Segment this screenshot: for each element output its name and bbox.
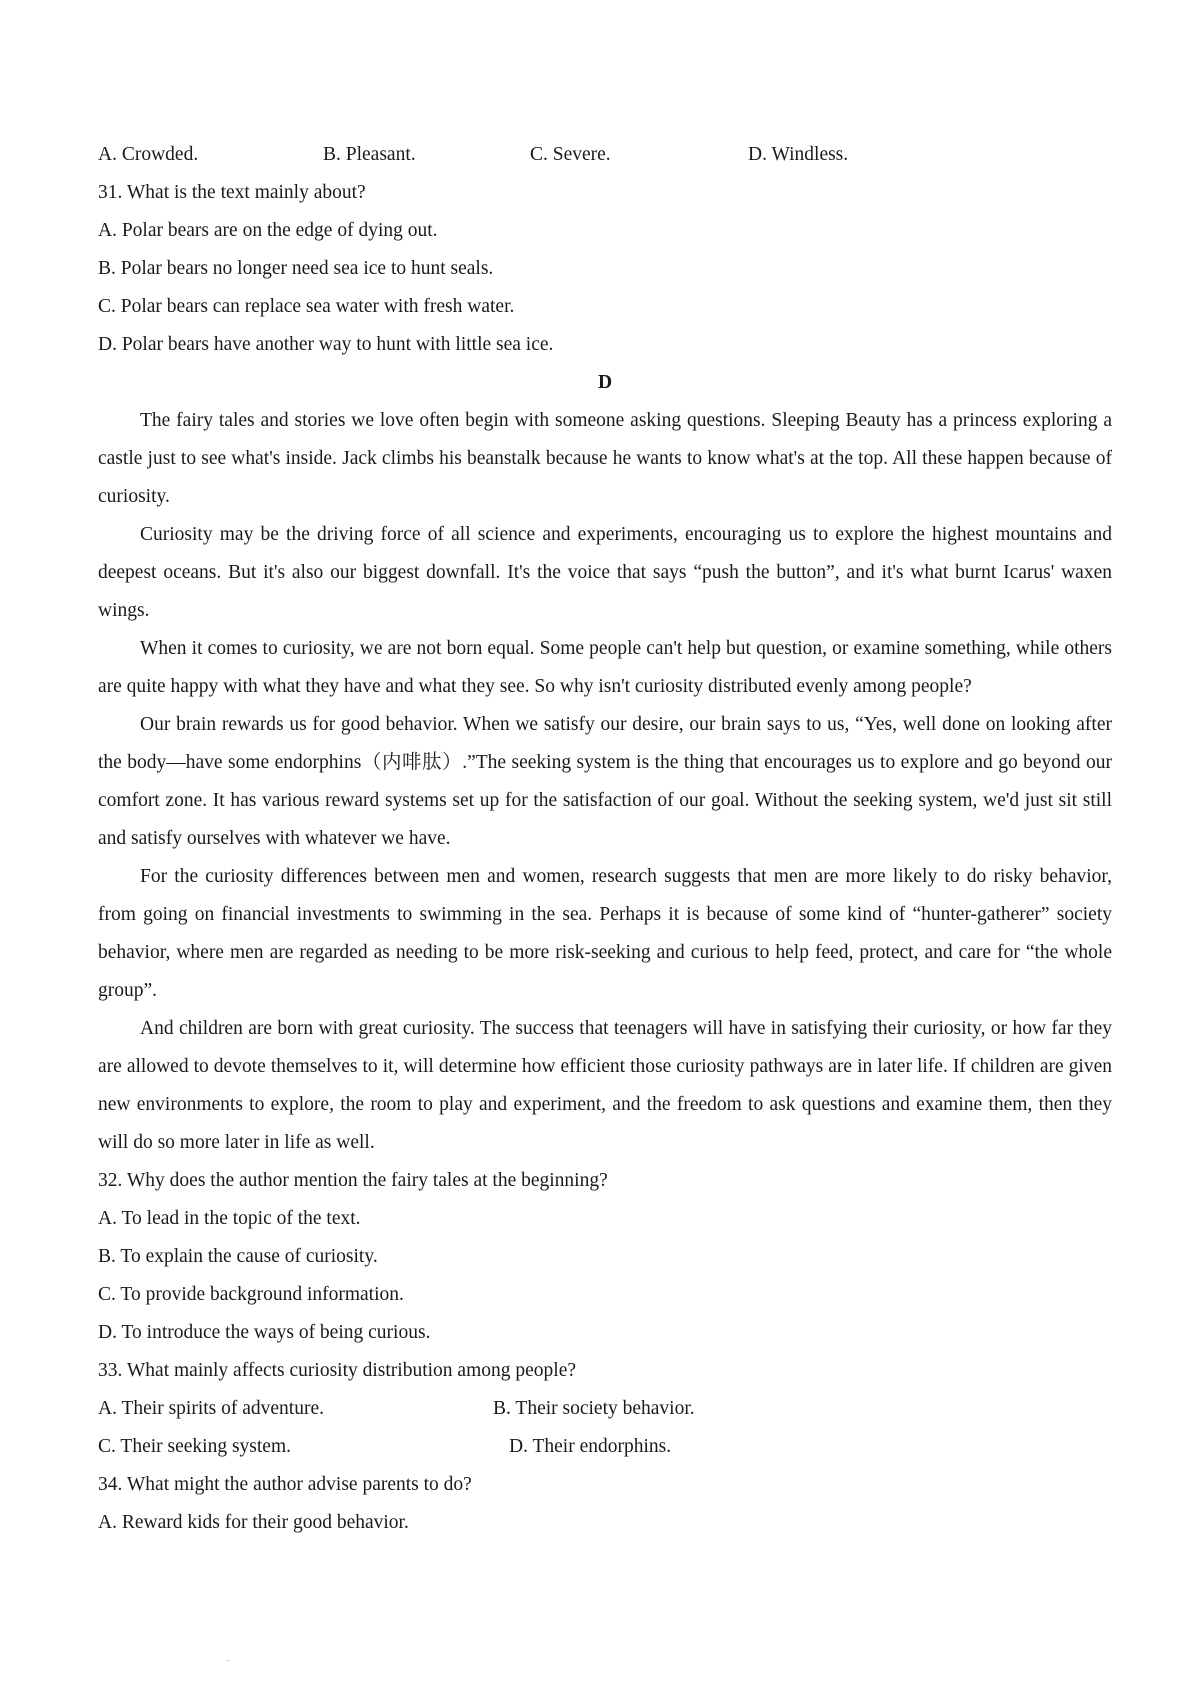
q33-option-a: A. Their spirits of adventure.	[98, 1398, 325, 1419]
q33-option-b: B. Their society behavior.	[493, 1398, 695, 1419]
q33-option-d: D. Their endorphins.	[509, 1436, 672, 1457]
page-footer-mark	[226, 1660, 229, 1661]
passage-paragraph: The fairy tales and stories we love often begin with someone asking questions. Sleeping Beauty has a princess exploring a castle just to see what's inside. Jack climbs his beanstalk because he wants to know what's at the top. All these happen because of curiosity.	[98, 410, 1112, 507]
passage-paragraph: Curiosity may be the driving force of all science and experiments, encouraging us to explore the highest mountains and deepest oceans. But it's also our biggest downfall. It's the voice that says “push the button”, and it's what burnt Icarus' waxen wings.	[98, 524, 1112, 621]
passage-paragraph: When it comes to curiosity, we are not born equal. Some people can't help but question, or examine something, while others are quite happy with what they have and what they see. So why isn't curiosity distributed evenly among people?	[98, 638, 1112, 697]
q31-option-d: D. Polar bears have another way to hunt with little sea ice.	[98, 334, 554, 355]
exam-page	[98, 136, 1112, 1542]
q34-option-a: A. Reward kids for their good behavior.	[98, 1512, 409, 1533]
q32-option-a: A. To lead in the topic of the text.	[98, 1208, 361, 1229]
passage-paragraph: Our brain rewards us for good behavior. When we satisfy our desire, our brain says to us, “Yes, well done on looking after the body—have some endorphins（内啡肽）.”The seeking system is the thing that encourages us to explore and go beyond our comfort zone. It has various reward systems set up for the satisfaction of our goal. Without the seeking system, we'd just sit still and satisfy ourselves with whatever we have.	[98, 714, 1112, 849]
q30-option-b: B. Pleasant.	[323, 144, 416, 165]
q30-option-a: A. Crowded.	[98, 144, 199, 165]
q30-option-c: C. Severe.	[530, 144, 611, 165]
q31-option-c: C. Polar bears can replace sea water with fresh water.	[98, 296, 515, 317]
q31-option-a: A. Polar bears are on the edge of dying out.	[98, 220, 438, 241]
q33-options-row-2	[98, 1428, 1112, 1466]
q32-option-c: C. To provide background information.	[98, 1284, 404, 1305]
passage-paragraph: For the curiosity differences between men and women, research suggests that men are more likely to do risky behavior, from going on financial investments to swimming in the sea. Perhaps it is because of some kind of “hunter-gatherer” society behavior, where men are regarded as needing to be more risk-seeking and curious to help feed, protect, and care for “the whole group”.	[98, 866, 1112, 1001]
q32-question: 32. Why does the author mention the fairy tales at the beginning?	[98, 1170, 608, 1191]
q34-question: 34. What might the author advise parents to do?	[98, 1474, 472, 1495]
q33-options-row-1	[98, 1390, 1112, 1428]
passage-paragraph: And children are born with great curiosity. The success that teenagers will have in satisfying their curiosity, or how far they are allowed to devote themselves to it, will determine how efficient those curiosity pathways are in later life. If children are given new environments to explore, the room to play and experiment, and the freedom to ask questions and examine them, then they will do so more later in life as well.	[98, 1018, 1112, 1153]
q30-option-d: D. Windless.	[748, 144, 849, 165]
q32-option-b: B. To explain the cause of curiosity.	[98, 1246, 378, 1267]
q31-option-b: B. Polar bears no longer need sea ice to hunt seals.	[98, 258, 494, 279]
section-title: D	[597, 372, 613, 393]
q30-options-row	[98, 136, 1112, 174]
q31-question: 31. What is the text mainly about?	[98, 182, 366, 203]
q33-question: 33. What mainly affects curiosity distribution among people?	[98, 1360, 577, 1381]
q33-option-c: C. Their seeking system.	[98, 1436, 291, 1457]
q32-option-d: D. To introduce the ways of being curious.	[98, 1322, 431, 1343]
